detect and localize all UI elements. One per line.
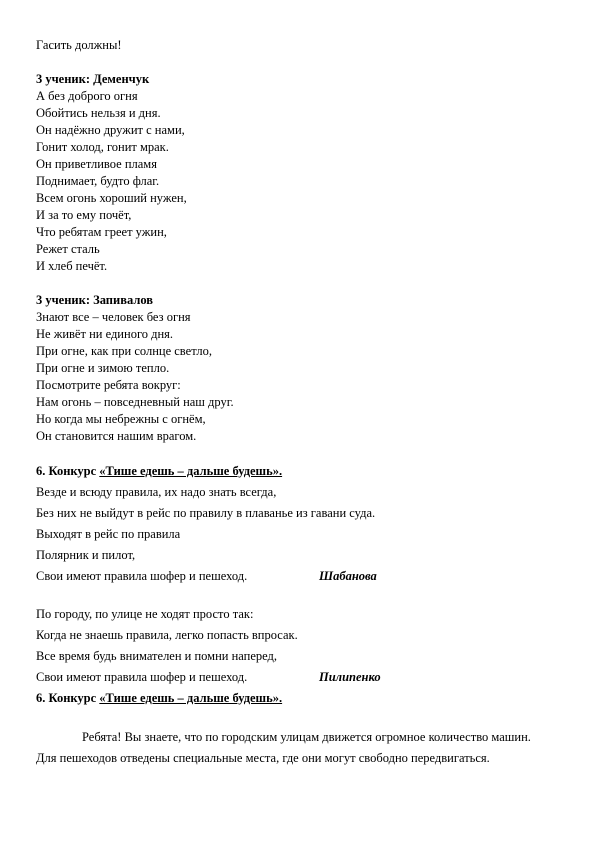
poem-line: Знают все – человек без огня — [36, 310, 191, 324]
poem-line: Он приветливое пламя — [36, 157, 157, 171]
opening-line: Гасить должны! — [36, 38, 122, 52]
contest-heading-title: «Тише едешь – дальше будешь». — [99, 691, 283, 705]
closing-paragraph-text: Ребята! Вы знаете, что по городским улицам движется огромное количество машин. Для пешеходов отведены специальные места, где они могут свободно передвигаться. — [36, 730, 531, 765]
poem-line: Выходят в рейс по правила — [36, 527, 181, 541]
poem-line: Полярник и пилот, — [36, 548, 136, 562]
poem-line: Гонит холод, гонит мрак. — [36, 140, 169, 154]
poem-line: Все время будь внимателен и помни наперед, — [36, 649, 278, 663]
speaker-heading-2: 3 ученик: Запивалов — [36, 293, 154, 307]
contest-heading-prefix: 6. Конкурс — [36, 691, 100, 705]
contest-heading — [36, 690, 282, 706]
poem-line: Посмотрите ребята вокруг: — [36, 378, 181, 392]
poem-line: При огне, как при солнце светло, — [36, 344, 212, 358]
poem-line: Свои имеют правила шофер и пешеход. — [36, 569, 248, 583]
poem-line: Не живёт ни единого дня. — [36, 327, 174, 341]
poem-line: Режет сталь — [36, 242, 100, 256]
poem-line: Поднимает, будто флаг. — [36, 174, 160, 188]
speaker-heading-1: 3 ученик: Деменчук — [36, 72, 150, 86]
contest-heading-prefix: 6. Конкурс — [36, 464, 100, 478]
poem-line: Везде и всюду правила, их надо знать всегда, — [36, 485, 277, 499]
poem-line: Он становится нашим врагом. — [36, 429, 197, 443]
author-signature: Пилипенко — [319, 670, 381, 684]
poem-line: Но когда мы небрежны с огнём, — [36, 412, 206, 426]
poem-line: А без доброго огня — [36, 89, 138, 103]
contest-heading — [36, 463, 282, 479]
author-signature: Шабанова — [319, 569, 377, 583]
poem-line: Свои имеют правила шофер и пешеход. — [36, 670, 248, 684]
poem-line: Когда не знаешь правила, легко попасть впросак. — [36, 628, 298, 642]
poem-line: Обойтись нельзя и дня. — [36, 106, 161, 120]
contest-heading-title: «Тише едешь – дальше будешь». — [99, 464, 283, 478]
poem-line: По городу, по улице не ходят просто так: — [36, 607, 254, 621]
poem-line: Без них не выйдут в рейс по правилу в плаванье из гавани суда. — [36, 506, 376, 520]
poem-line: Нам огонь – повседневный наш друг. — [36, 395, 234, 409]
poem-line: Что ребятам греет ужин, — [36, 225, 167, 239]
poem-line: И за то ему почёт, — [36, 208, 132, 222]
poem-line: Всем огонь хороший нужен, — [36, 191, 187, 205]
poem-line: При огне и зимою тепло. — [36, 361, 170, 375]
closing-paragraph — [36, 727, 546, 769]
poem-line: Он надёжно дружит с нами, — [36, 123, 185, 137]
poem-line: И хлеб печёт. — [36, 259, 108, 273]
